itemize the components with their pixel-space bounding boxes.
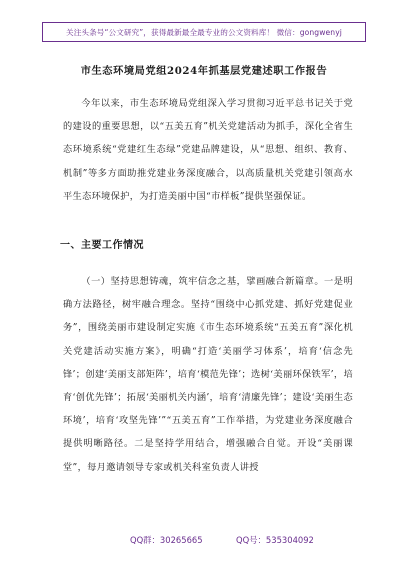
footer <box>0 534 408 550</box>
intro-paragraph: 今年以来，市生态环境局党组深入学习贯彻习近平总书记关于党的建设的重要思想，以“五美五育”机关党建活动为抓手，深化全省生态环境系统“党建红生态绿”党建品牌建设，从“思想、组织、教育、机制”等多方面助推党建业务深度融合，以高质量机关党建引领高水平生态环境保护，为打造美丽中国“市样板”提供坚强保证。 <box>63 98 353 202</box>
header-banner <box>42 22 366 42</box>
document-title: 市生态环境局党组2024年抓基层党建述职工作报告 <box>80 65 328 77</box>
body-paragraph: （一）坚持思想铸魂，筑牢信念之基，擘画融合新篇章。一是明确方法路径，树牢融合理念。坚持“围绕中心抓党建、抓好党建促业务”，围绕美丽市建设制定实施《市生态环境系统“五美五育”深化机关党建活动实施方案》，明确“打造‘美丽学习体系’，培育‘信念先锋’；创建‘美丽支部矩阵’，培育‘模范先锋’；选树‘美丽环保铁军’，培育‘创优先锋’；拓展‘美丽机关内涵’，培育‘清廉先锋’；建设‘美丽生态环境’，培育‘攻坚先锋’”“五美五育”工作举措，为党建业务深度融合提供明晰路径。二是坚持学用结合，增强融合自觉。开设“美丽课堂”，每月邀请领导专家或机关科室负责人讲授 <box>63 276 353 473</box>
section-heading: 一、主要工作情况 <box>60 240 144 251</box>
footer-qq-number: QQ号：535304092 <box>236 535 314 545</box>
footer-qq-group: QQ群：30265665 <box>130 535 203 545</box>
banner-text: 关注头条号“公文研究”，获得最新最全最专业的公文资料库！ 微信：gongwenyj <box>66 27 342 37</box>
